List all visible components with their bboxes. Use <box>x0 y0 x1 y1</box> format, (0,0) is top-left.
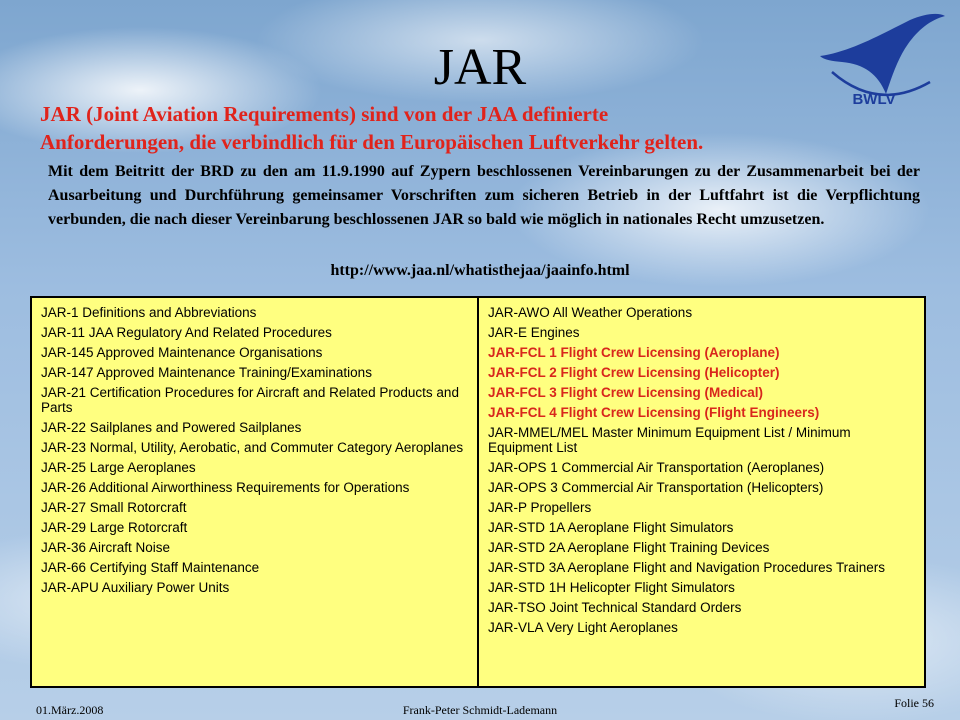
jar-table-item: JAR-STD 2A Aeroplane Flight Training Devices <box>488 540 770 555</box>
jar-table-item: JAR-11 JAA Regulatory And Related Procedures <box>41 325 332 340</box>
footer-page <box>894 697 934 710</box>
jar-table-item: JAR-MMEL/MEL Master Minimum Equipment List / Minimum Equipment List <box>488 425 851 455</box>
intro-red-text <box>40 100 920 156</box>
jaa-url-link[interactable]: http://www.jaa.nl/whatisthejaa/jaainfo.html <box>330 262 630 279</box>
intro-body-text: Mit dem Beitritt der BRD zu den am 11.9.1990 auf Zypern beschlossenen Vereinbarungen zu der Zusammenarbeit bei der Ausarbeitung und Durchführung gemeinsamer Vorschriften zum sicheren Betrieb in der Luftfahrt ist die Verpflichtung verbunden, die nach dieser Vereinbarung beschlossenen JAR so bald wie möglich in nationales Recht umzusetzen. <box>48 163 920 228</box>
bwlv-logo-icon <box>812 12 947 112</box>
jar-table-item: JAR-1 Definitions and Abbreviations <box>41 305 257 320</box>
jar-table-item: JAR-27 Small Rotorcraft <box>41 500 187 515</box>
jar-table-item: JAR-66 Certifying Staff Maintenance <box>41 560 260 575</box>
jar-table-item: JAR-147 Approved Maintenance Training/Examinations <box>41 365 372 380</box>
jar-table-item: JAR-FCL 4 Flight Crew Licensing (Flight Engineers) <box>488 405 820 420</box>
jar-table-item: JAR-25 Large Aeroplanes <box>41 460 196 475</box>
jar-table-item: JAR-STD 1H Helicopter Flight Simulators <box>488 580 735 595</box>
jar-table <box>30 296 926 688</box>
jar-table-item: JAR-26 Additional Airworthiness Requirements for Operations <box>41 480 410 495</box>
jar-table-right-column <box>477 298 924 686</box>
jar-table-item: JAR-36 Aircraft Noise <box>41 540 171 555</box>
intro-red-line: JAR (Joint Aviation Requirements) sind von der JAA definierte <box>40 102 609 126</box>
jar-table-item: JAR-E Engines <box>488 325 580 340</box>
jar-table-item: JAR-FCL 3 Flight Crew Licensing (Medical) <box>488 385 764 400</box>
jar-table-item: JAR-VLA Very Light Aeroplanes <box>488 620 678 635</box>
jar-table-item: JAR-STD 3A Aeroplane Flight and Navigation Procedures Trainers <box>488 560 885 575</box>
slide-title: JAR <box>433 39 527 96</box>
footer-page-number: 56 <box>922 696 934 710</box>
jar-table-item: JAR-FCL 1 Flight Crew Licensing (Aeroplane) <box>488 345 780 360</box>
jar-table-item: JAR-APU Auxiliary Power Units <box>41 580 230 595</box>
jar-table-item: JAR-P Propellers <box>488 500 592 515</box>
jar-table-item: JAR-21 Certification Procedures for Aircraft and Related Products and Parts <box>41 385 459 415</box>
footer-page-label: Folie <box>894 696 919 710</box>
jar-table-item: JAR-TSO Joint Technical Standard Orders <box>488 600 742 615</box>
jar-table-left-column <box>32 298 477 686</box>
jar-table-item: JAR-145 Approved Maintenance Organisations <box>41 345 323 360</box>
jar-table-item: JAR-STD 1A Aeroplane Flight Simulators <box>488 520 734 535</box>
footer-date: 01.März.2008 <box>36 703 104 717</box>
jar-table-item: JAR-OPS 1 Commercial Air Transportation (Aeroplanes) <box>488 460 825 475</box>
jar-table-item: JAR-23 Normal, Utility, Aerobatic, and Commuter Category Aeroplanes <box>41 440 464 455</box>
jar-table-item: JAR-OPS 3 Commercial Air Transportation (Helicopters) <box>488 480 824 495</box>
jar-table-item: JAR-29 Large Rotorcraft <box>41 520 188 535</box>
jar-table-item: JAR-AWO All Weather Operations <box>488 305 693 320</box>
jar-table-item: JAR-22 Sailplanes and Powered Sailplanes <box>41 420 302 435</box>
footer-author: Frank-Peter Schmidt-Lademann <box>402 703 558 717</box>
jar-table-item: JAR-FCL 2 Flight Crew Licensing (Helicopter) <box>488 365 780 380</box>
intro-red-line: Anforderungen, die verbindlich für den Europäischen Luftverkehr gelten. <box>40 130 704 154</box>
logo-text: BWLV <box>852 91 896 108</box>
